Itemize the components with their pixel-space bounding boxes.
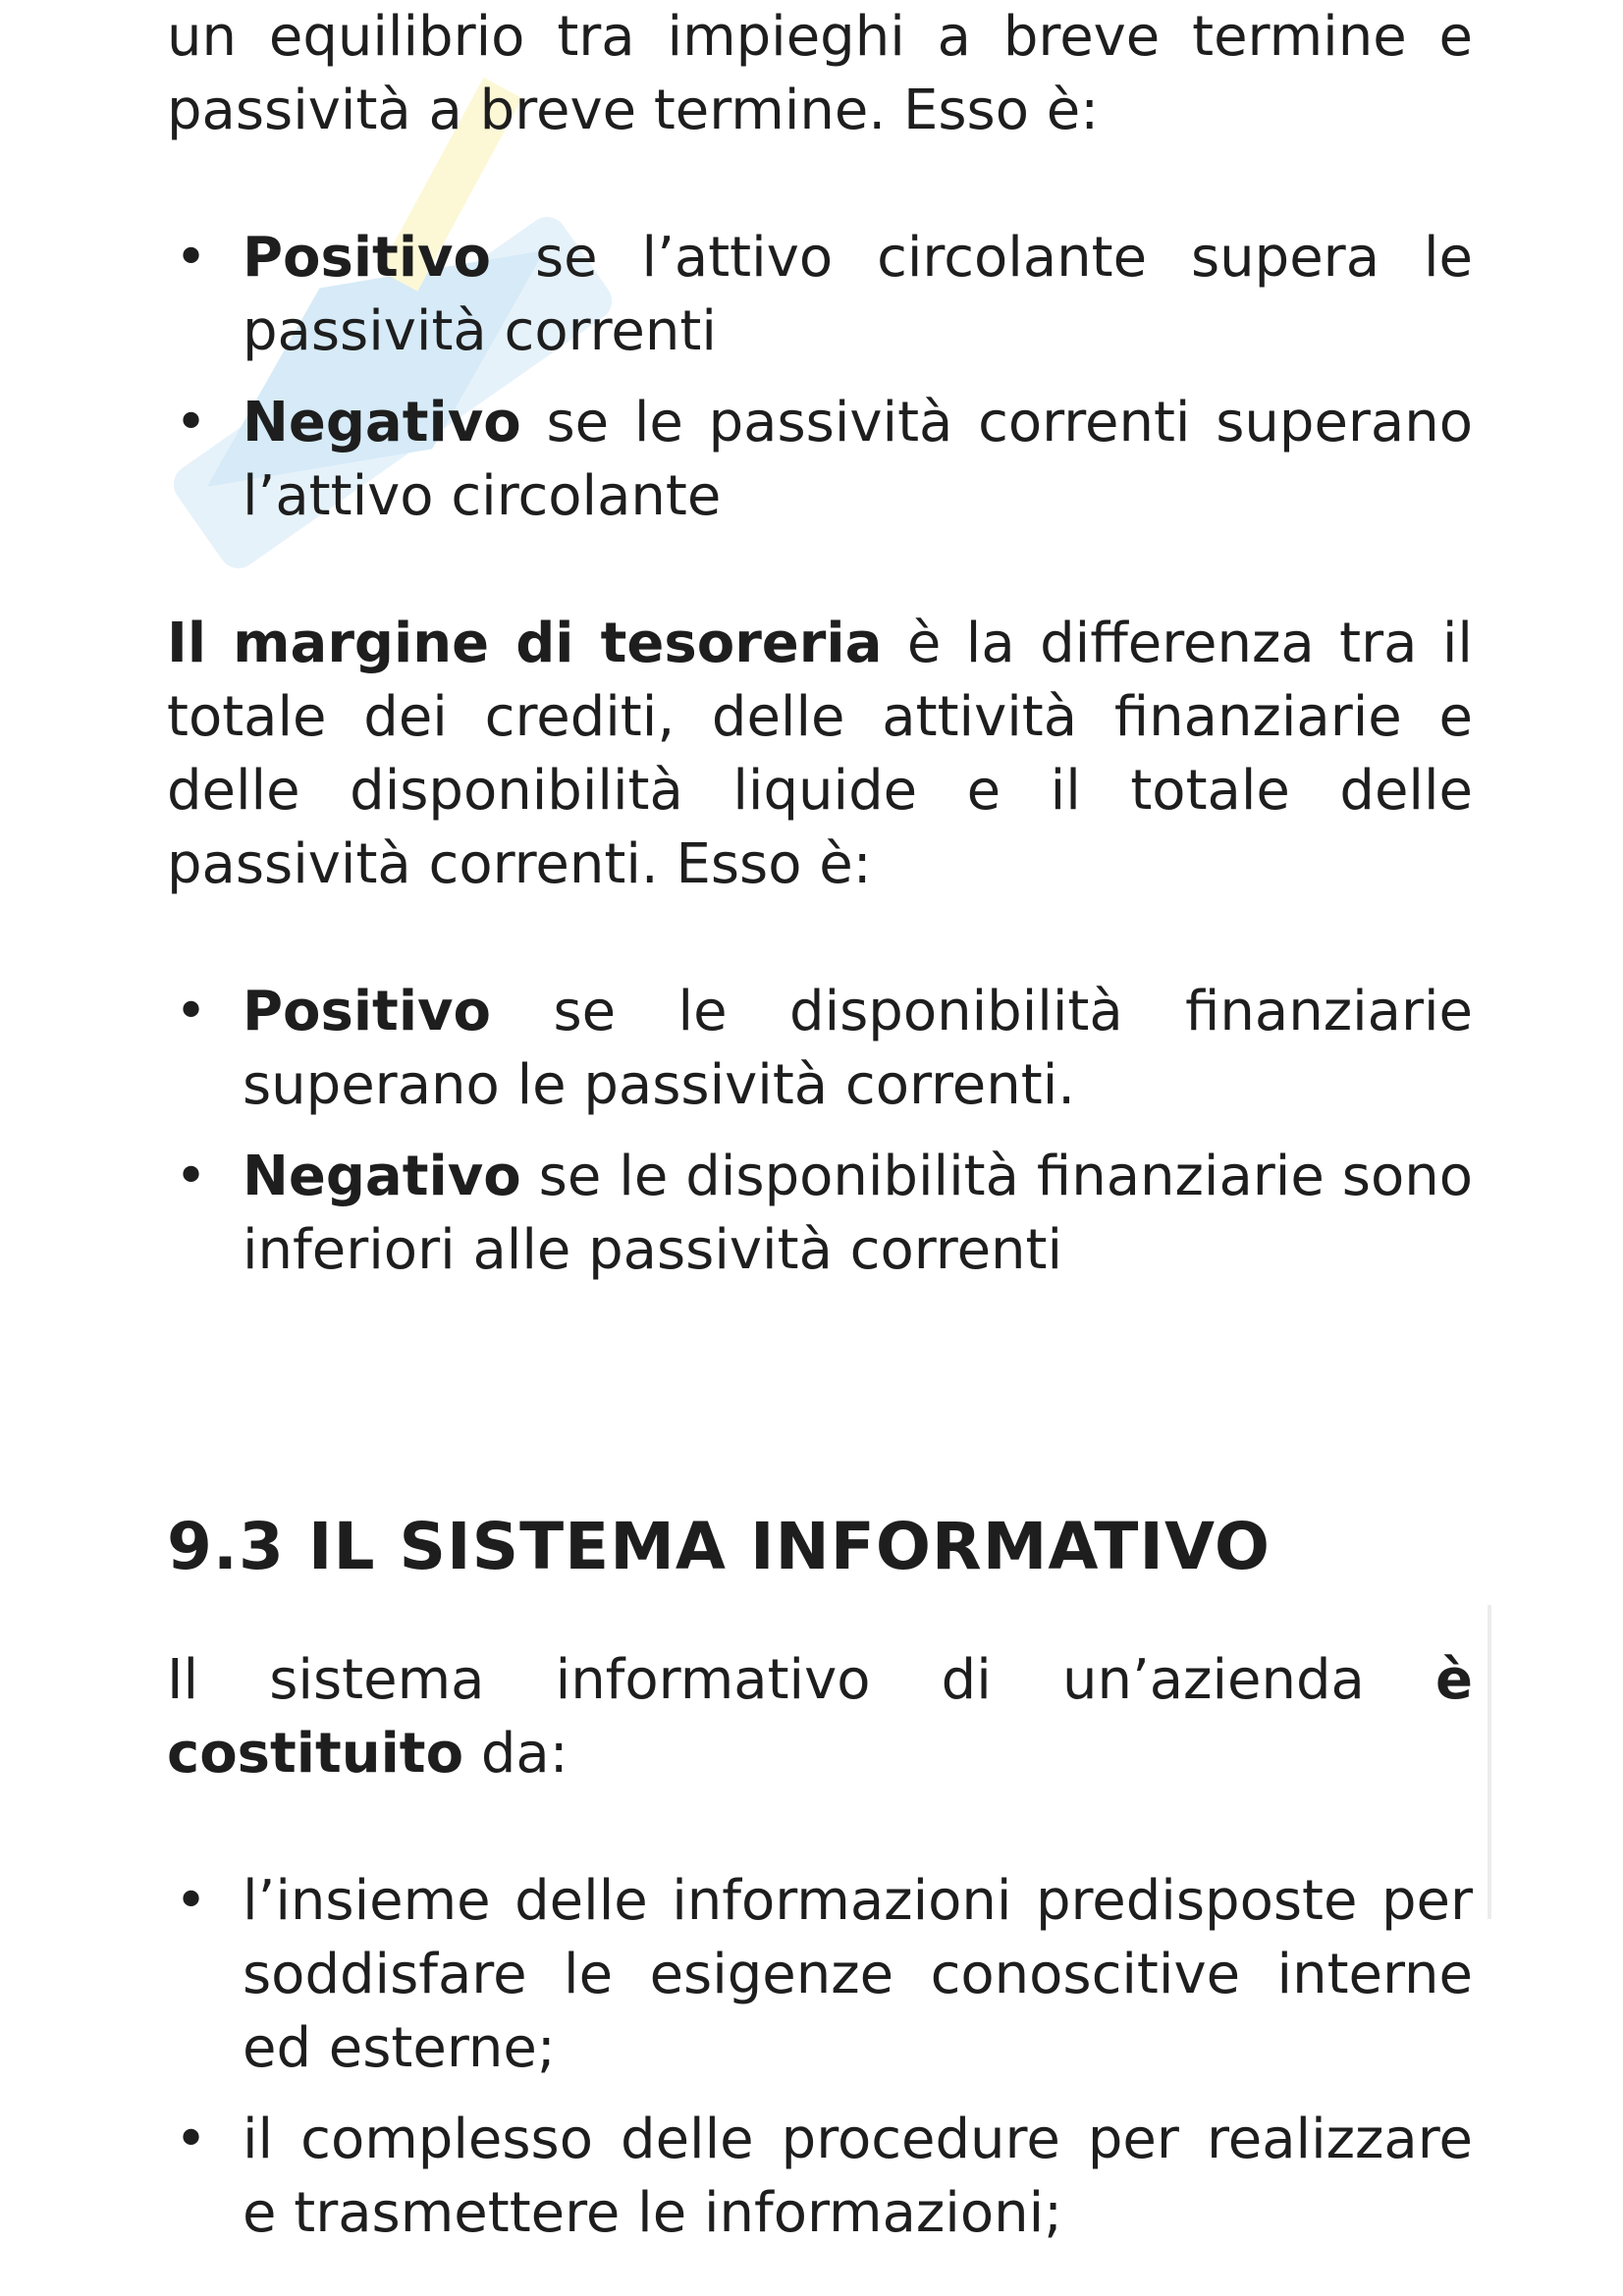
bullet-icon: • — [175, 1145, 208, 1208]
equilibrium-list — [167, 221, 1473, 533]
bullet-icon: • — [175, 226, 208, 290]
tesoreria-list — [167, 975, 1473, 1287]
margine-tesoreria-paragraph: Il margine di tesoreria è la differenza tra il totale dei crediti, delle attività finanziarie e delle disponibilità liquide e il totale delle passività correnti. Esso è: — [167, 612, 1473, 896]
bullet-icon: • — [175, 2108, 208, 2171]
sistema-list — [167, 1864, 1473, 2250]
list-item: • Positivo se l’attivo circolante supera le passività correnti — [167, 221, 1473, 368]
bullet-icon: • — [175, 1869, 208, 1933]
list-item: • Positivo se le disponibilità finanziarie superano le passività correnti. — [167, 975, 1473, 1122]
list-item: • Negativo se le disponibilità finanziarie sono inferiori alle passività correnti — [167, 1140, 1473, 1287]
page-edge-line — [1488, 1605, 1491, 1919]
list-item: • Negativo se le passività correnti superano l’attivo circolante — [167, 386, 1473, 533]
sistema-informativo-paragraph: Il sistema informativo di un’azienda è costituito da: — [167, 1648, 1473, 1786]
bullet-icon: • — [175, 980, 208, 1043]
section-heading: 9.3 IL SISTEMA INFORMATIVO — [167, 1509, 1271, 1584]
list-item: • il complesso delle procedure per realizzare e trasmettere le informazioni; — [167, 2103, 1473, 2250]
list-item: • l’insieme delle informazioni predisposte per soddisfare le esigenze conoscitive interne ed esterne; — [167, 1864, 1473, 2085]
intro-paragraph: un equilibrio tra impieghi a breve termine e passività a breve termine. Esso è: — [167, 5, 1473, 142]
bullet-icon: • — [175, 391, 208, 454]
document-body — [167, 0, 1473, 2250]
